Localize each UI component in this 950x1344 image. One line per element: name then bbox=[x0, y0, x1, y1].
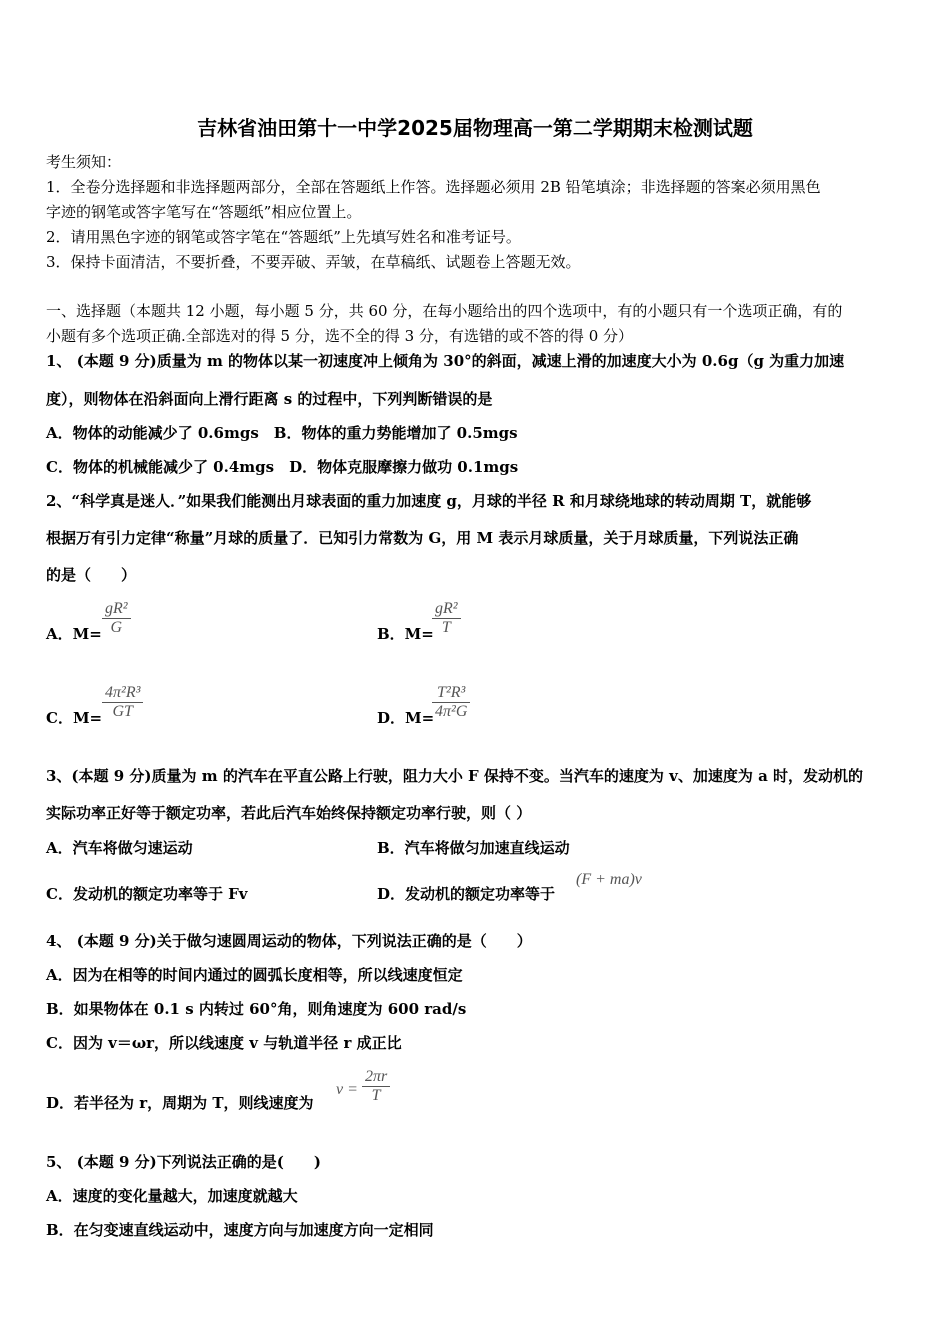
q4-option-a: A．因为在相等的时间内通过的圆弧长度相等，所以线速度恒定 bbox=[46, 966, 463, 984]
q2-option-d-formula bbox=[432, 684, 470, 721]
notice-item-1b: 字迹的钢笔或答字笔写在“答题纸”相应位置上。 bbox=[46, 203, 362, 221]
q4-option-d-numerator: 2πr bbox=[365, 1068, 388, 1085]
q2-option-b-numerator: gR² bbox=[435, 600, 458, 617]
notice-heading: 考生须知： bbox=[46, 153, 122, 171]
q1-options-ab: A．物体的动能减少了 0.6mgs B．物体的重力势能增加了 0.5mgs bbox=[46, 424, 518, 442]
q2-option-b-label: B．M= bbox=[377, 625, 434, 643]
q2-option-b-denominator: T bbox=[441, 619, 451, 636]
notice-item-2: 2．请用黑色字迹的钢笔或答字笔在“答题纸”上先填写姓名和准考证号。 bbox=[46, 228, 521, 246]
q2-stem-3: 的是（ ） bbox=[46, 566, 137, 584]
q4-stem: 4、 (本题 9 分)关于做匀速圆周运动的物体，下列说法正确的是（ ） bbox=[46, 932, 532, 950]
q3-stem-1: 3、(本题 9 分)质量为 m 的汽车在平直公路上行驶，阻力大小 F 保持不变。当汽车的速度为 v、加速度为 a 时，发动机的 bbox=[46, 767, 864, 785]
q3-option-a: A．汽车将做匀速运动 bbox=[46, 839, 193, 857]
page-title: 吉林省油田第十一中学2025届物理高一第二学期期末检测试题 bbox=[197, 116, 753, 140]
q4-option-d: D．若半径为 r，周期为 T，则线速度为 bbox=[46, 1094, 314, 1112]
q2-option-c-denominator: GT bbox=[112, 703, 133, 720]
q4-option-d-lhs: v = bbox=[336, 1081, 358, 1098]
q1-stem-1: 1、 (本题 9 分)质量为 m 的物体以某一初速度冲上倾角为 30°的斜面，减速上滑的加速度大小为 0.6g（g 为重力加速 bbox=[46, 352, 845, 370]
q5-option-a: A．速度的变化量越大，加速度就越大 bbox=[46, 1187, 298, 1205]
q4-option-d-denominator: T bbox=[371, 1087, 381, 1104]
q1-stem-2: 度），则物体在沿斜面向上滑行距离 s 的过程中，下列判断错误的是 bbox=[46, 390, 493, 408]
q2-option-d-label: D．M= bbox=[377, 709, 435, 727]
notice-item-1a: 1．全卷分选择题和非选择题两部分，全部在答题纸上作答。选择题必须用 2B 铅笔填涂；非选择题的答案必须用黑色 bbox=[46, 178, 821, 196]
q2-option-d-numerator: T²R³ bbox=[437, 684, 466, 701]
q3-option-d: D．发动机的额定功率等于 bbox=[377, 885, 556, 903]
q4-option-c: C．因为 v＝ωr，所以线速度 v 与轨道半径 r 成正比 bbox=[46, 1034, 402, 1052]
q2-option-a-label: A．M= bbox=[46, 625, 102, 643]
q4-option-b: B．如果物体在 0.1 s 内转过 60°角，则角速度为 600 rad/s bbox=[46, 1000, 467, 1018]
q2-option-c-numerator: 4π²R³ bbox=[105, 684, 141, 701]
notice-item-3: 3．保持卡面清洁，不要折叠，不要弄破、弄皱，在草稿纸、试题卷上答题无效。 bbox=[46, 253, 581, 271]
q3-option-d-formula: (F + ma)v bbox=[576, 871, 642, 888]
q2-option-a-numerator: gR² bbox=[105, 600, 128, 617]
q3-option-c: C．发动机的额定功率等于 Fv bbox=[46, 885, 248, 903]
section-instructions-1: 一、选择题（本题共 12 小题，每小题 5 分，共 60 分，在每小题给出的四个选项中，有的小题只有一个选项正确，有的 bbox=[46, 302, 843, 320]
q3-stem-2: 实际功率正好等于额定功率，若此后汽车始终保持额定功率行驶，则（ ） bbox=[46, 804, 532, 822]
q2-option-a-formula bbox=[102, 600, 131, 637]
q2-option-b-formula bbox=[432, 600, 461, 637]
q2-option-d-denominator: 4π²G bbox=[435, 703, 468, 720]
q2-option-a-denominator: G bbox=[110, 619, 123, 636]
q3-option-b: B．汽车将做匀加速直线运动 bbox=[377, 839, 570, 857]
section-instructions-2: 小题有多个选项正确.全部选对的得 5 分，选不全的得 3 分，有选错的或不答的得 0 分） bbox=[46, 327, 634, 345]
q1-options-cd: C．物体的机械能减少了 0.4mgs D．物体克服摩擦力做功 0.1mgs bbox=[46, 458, 519, 476]
q2-stem-2: 根据万有引力定律“称量”月球的质量了．已知引力常数为 G，用 M 表示月球质量，关于月球质量，下列说法正确 bbox=[46, 529, 799, 547]
q2-stem-1: 2、“科学真是迷人．”如果我们能测出月球表面的重力加速度 g，月球的半径 R 和月球绕地球的转动周期 T，就能够 bbox=[46, 492, 812, 510]
q4-option-d-formula bbox=[362, 1068, 390, 1105]
q5-option-b: B．在匀变速直线运动中，速度方向与加速度方向一定相同 bbox=[46, 1221, 434, 1239]
q5-stem: 5、 (本题 9 分)下列说法正确的是( ) bbox=[46, 1153, 321, 1171]
q2-option-c-label: C．M= bbox=[46, 709, 103, 727]
q2-option-c-formula bbox=[102, 684, 143, 721]
